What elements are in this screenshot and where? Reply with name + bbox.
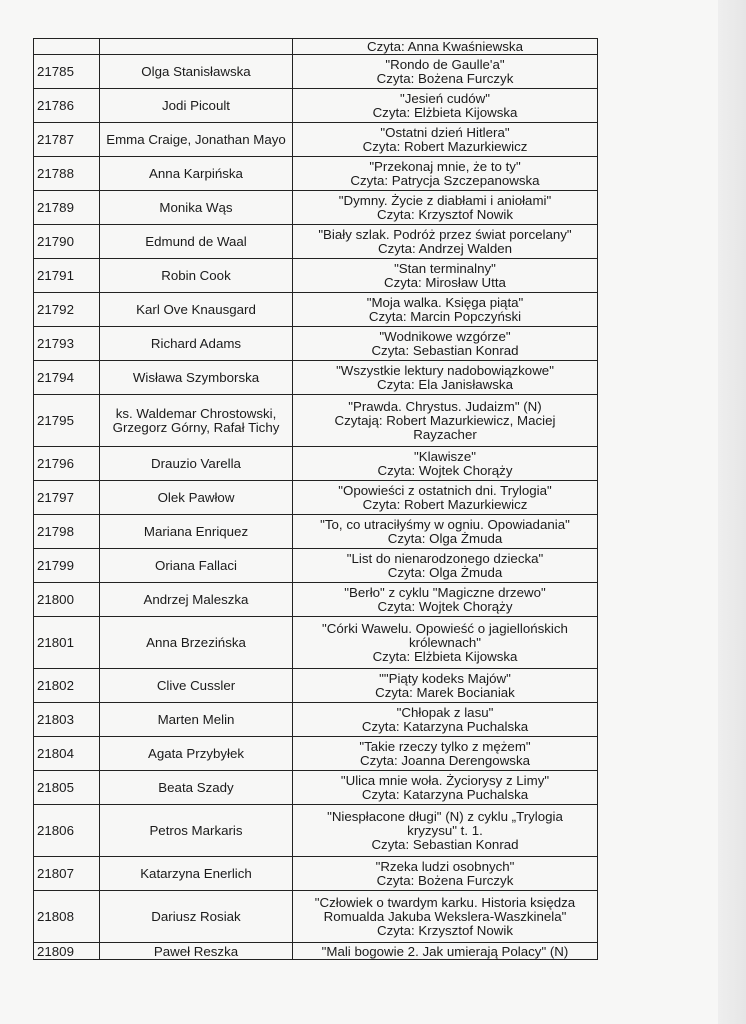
title-reader-cell <box>293 259 598 293</box>
title-reader-line: Czyta: Ela Janisławska <box>377 377 513 393</box>
title-line: "Przekonaj mnie, że to ty" <box>369 159 521 174</box>
title-reader-line: Czyta: Katarzyna Puchalska <box>361 787 529 803</box>
catalog-number-cell: 21802 <box>34 669 100 703</box>
table-row <box>34 157 598 191</box>
title-line: "Wszystkie lektury nadobowiązkowe" <box>336 363 554 378</box>
title-line: "Niespłacone długi" (N) z cyklu „Trylogia <box>327 808 563 824</box>
title-reader-line: Czyta: Joanna Derengowska <box>360 753 530 769</box>
title-reader-cell <box>293 39 598 55</box>
author-cell: ks. Waldemar Chrostowski, Grzegorz Górny, Rafał Tichy <box>100 395 293 447</box>
title-reader-line: Rayzacher <box>413 427 477 443</box>
title-reader-cell <box>293 703 598 737</box>
author-cell: Beata Szady <box>100 771 293 805</box>
title-line: "Rondo de Gaulle'a" <box>385 57 505 72</box>
title-reader-cell <box>293 891 598 943</box>
catalog-number-cell: 21791 <box>34 259 100 293</box>
title-reader-line: królewnach" <box>409 635 481 651</box>
table-row <box>34 259 598 293</box>
table-row <box>34 737 598 771</box>
title-reader-line: Czytają: Robert Mazurkiewicz, Maciej <box>334 413 556 429</box>
table-body <box>34 39 598 960</box>
title-reader-cell <box>293 293 598 327</box>
author-cell: Drauzio Varella <box>100 447 293 481</box>
author-cell: Dariusz Rosiak <box>100 891 293 943</box>
audiobook-catalog-table <box>33 38 598 960</box>
author-cell: Olek Pawłow <box>100 481 293 515</box>
title-reader-line: Czyta: Katarzyna Puchalska <box>361 719 529 735</box>
table-row <box>34 293 598 327</box>
title-line: "Mali bogowie 2. Jak umierają Polacy" (N) <box>321 943 569 959</box>
title-reader-cell <box>293 943 598 960</box>
table-row <box>34 583 598 617</box>
title-line: ""Piąty kodeks Majów" <box>379 671 511 686</box>
catalog-number-cell: 21799 <box>34 549 100 583</box>
title-reader-line: Romualda Jakuba Wekslera-Waszkinela" <box>323 909 567 925</box>
table-row <box>34 703 598 737</box>
catalog-number-cell: 21785 <box>34 55 100 89</box>
author-cell: Agata Przybyłek <box>100 737 293 771</box>
title-line: "Ostatni dzień Hitlera" <box>380 125 510 140</box>
title-reader-cell <box>293 481 598 515</box>
table-row <box>34 123 598 157</box>
author-cell: Clive Cussler <box>100 669 293 703</box>
author-cell: Marten Melin <box>100 703 293 737</box>
title-reader-cell <box>293 857 598 891</box>
title-reader-line: Czyta: Sebastian Konrad <box>371 837 519 853</box>
title-line: "List do nienarodzonego dziecka" <box>346 551 544 566</box>
title-line: "Rzeka ludzi osobnych" <box>375 859 515 874</box>
title-reader-cell <box>293 157 598 191</box>
title-line: "Chłopak z lasu" <box>396 705 494 720</box>
title-reader-cell <box>293 55 598 89</box>
title-reader-cell <box>293 225 598 259</box>
catalog-number-cell: 21806 <box>34 805 100 857</box>
catalog-number-cell: 21788 <box>34 157 100 191</box>
title-reader-line: Czyta: Elżbieta Kijowska <box>372 649 518 665</box>
author-cell: Oriana Fallaci <box>100 549 293 583</box>
author-cell: Mariana Enriquez <box>100 515 293 549</box>
title-reader-line: Czyta: Robert Mazurkiewicz <box>362 139 528 155</box>
catalog-number-cell: 21794 <box>34 361 100 395</box>
catalog-number-cell <box>34 39 100 55</box>
table-row <box>34 549 598 583</box>
catalog-number-cell: 21804 <box>34 737 100 771</box>
title-line: "Prawda. Chrystus. Judaizm" (N) <box>348 398 542 414</box>
reader-line: Czyta: Anna Kwaśniewska <box>367 39 523 54</box>
title-line: "Opowieści z ostatnich dni. Trylogia" <box>338 483 552 498</box>
title-reader-line: Czyta: Olga Żmuda <box>387 531 503 547</box>
title-line: "Córki Wawelu. Opowieść o jagiellońskich <box>322 620 568 636</box>
author-cell: Jodi Picoult <box>100 89 293 123</box>
title-reader-line: Czyta: Patrycja Szczepanowska <box>350 173 540 189</box>
title-line: "To, co utraciłyśmy w ogniu. Opowiadania" <box>320 517 570 532</box>
catalog-number-cell: 21793 <box>34 327 100 361</box>
table-row <box>34 669 598 703</box>
catalog-number-cell: 21787 <box>34 123 100 157</box>
catalog-number-cell: 21790 <box>34 225 100 259</box>
title-reader-line: Czyta: Mirosław Utta <box>384 275 506 291</box>
author-cell: Anna Karpińska <box>100 157 293 191</box>
title-reader-line: Czyta: Wojtek Chorąży <box>377 463 513 479</box>
author-cell: Paweł Reszka <box>100 943 293 960</box>
title-reader-cell <box>293 395 598 447</box>
title-reader-cell <box>293 327 598 361</box>
table-row <box>34 327 598 361</box>
author-cell: Edmund de Waal <box>100 225 293 259</box>
author-cell: Andrzej Maleszka <box>100 583 293 617</box>
title-reader-line: Czyta: Elżbieta Kijowska <box>372 105 518 121</box>
table-row <box>34 617 598 669</box>
title-line: "Dymny. Życie z diabłami i aniołami" <box>338 193 552 208</box>
title-line: "Ulica mnie woła. Życiorysy z Limy" <box>340 773 550 788</box>
page-edge-shadow <box>718 0 746 1024</box>
table-row <box>34 481 598 515</box>
title-line: "Biały szlak. Podróż przez świat porcelany" <box>318 227 572 242</box>
title-reader-cell <box>293 771 598 805</box>
title-line: "Jesień cudów" <box>399 91 490 106</box>
author-cell: Olga Stanisławska <box>100 55 293 89</box>
title-reader-cell <box>293 583 598 617</box>
table-row <box>34 805 598 857</box>
table-row <box>34 361 598 395</box>
catalog-number-cell: 21808 <box>34 891 100 943</box>
title-line: "Stan terminalny" <box>394 261 496 276</box>
catalog-number-cell: 21801 <box>34 617 100 669</box>
title-line: "Moja walka. Księga piąta" <box>366 295 524 310</box>
title-line: "Takie rzeczy tylko z mężem" <box>359 739 531 754</box>
title-reader-line: Czyta: Bożena Furczyk <box>376 71 514 87</box>
title-reader-line: Czyta: Marek Bocianiak <box>375 685 515 701</box>
title-reader-cell <box>293 515 598 549</box>
catalog-number-cell: 21789 <box>34 191 100 225</box>
table-row <box>34 943 598 960</box>
table-row <box>34 857 598 891</box>
author-cell: Anna Brzezińska <box>100 617 293 669</box>
title-reader-cell <box>293 89 598 123</box>
title-reader-line: kryzysu" t. 1. <box>407 823 483 839</box>
table-row <box>34 515 598 549</box>
table-row <box>34 891 598 943</box>
title-reader-cell <box>293 191 598 225</box>
author-cell: Wisława Szymborska <box>100 361 293 395</box>
author-cell: Katarzyna Enerlich <box>100 857 293 891</box>
author-cell: Monika Wąs <box>100 191 293 225</box>
author-cell: Petros Markaris <box>100 805 293 857</box>
title-reader-cell <box>293 361 598 395</box>
title-reader-cell <box>293 737 598 771</box>
title-line: "Klawisze" <box>414 449 476 464</box>
catalog-number-cell: 21797 <box>34 481 100 515</box>
author-cell <box>100 39 293 55</box>
title-reader-line: Czyta: Krzysztof Nowik <box>377 923 513 939</box>
catalog-number-cell: 21809 <box>34 943 100 960</box>
catalog-number-cell: 21800 <box>34 583 100 617</box>
table-row <box>34 55 598 89</box>
title-reader-line: Czyta: Andrzej Walden <box>377 241 512 257</box>
title-reader-cell <box>293 447 598 481</box>
title-reader-line: Czyta: Sebastian Konrad <box>371 343 519 359</box>
title-reader-line: Czyta: Bożena Furczyk <box>376 873 514 889</box>
catalog-number-cell: 21805 <box>34 771 100 805</box>
catalog-number-cell: 21798 <box>34 515 100 549</box>
catalog-number-cell: 21803 <box>34 703 100 737</box>
title-reader-cell <box>293 805 598 857</box>
title-line: "Człowiek o twardym karku. Historia księdza <box>314 894 576 910</box>
title-line: "Berło" z cyklu "Magiczne drzewo" <box>344 585 546 600</box>
catalog-number-cell: 21796 <box>34 447 100 481</box>
author-cell: Karl Ove Knausgard <box>100 293 293 327</box>
title-reader-line: Czyta: Wojtek Chorąży <box>377 599 513 615</box>
title-reader-cell <box>293 617 598 669</box>
title-line: "Wodnikowe wzgórze" <box>379 329 511 344</box>
title-reader-line: Czyta: Olga Żmuda <box>387 565 503 581</box>
title-reader-cell <box>293 669 598 703</box>
title-reader-cell <box>293 549 598 583</box>
title-reader-line: Czyta: Robert Mazurkiewicz <box>362 497 528 513</box>
table-row <box>34 395 598 447</box>
catalog-number-cell: 21807 <box>34 857 100 891</box>
catalog-number-cell: 21786 <box>34 89 100 123</box>
table-row <box>34 447 598 481</box>
table-row <box>34 89 598 123</box>
author-cell: Emma Craige, Jonathan Mayo <box>100 123 293 157</box>
catalog-number-cell: 21792 <box>34 293 100 327</box>
table-row-continuation <box>34 39 598 55</box>
author-cell: Richard Adams <box>100 327 293 361</box>
author-cell: Robin Cook <box>100 259 293 293</box>
table-row <box>34 225 598 259</box>
title-reader-cell <box>293 123 598 157</box>
table-row <box>34 191 598 225</box>
catalog-number-cell: 21795 <box>34 395 100 447</box>
title-reader-line: Czyta: Marcin Popczyński <box>368 309 522 325</box>
title-reader-line: Czyta: Krzysztof Nowik <box>377 207 513 223</box>
table-row <box>34 771 598 805</box>
